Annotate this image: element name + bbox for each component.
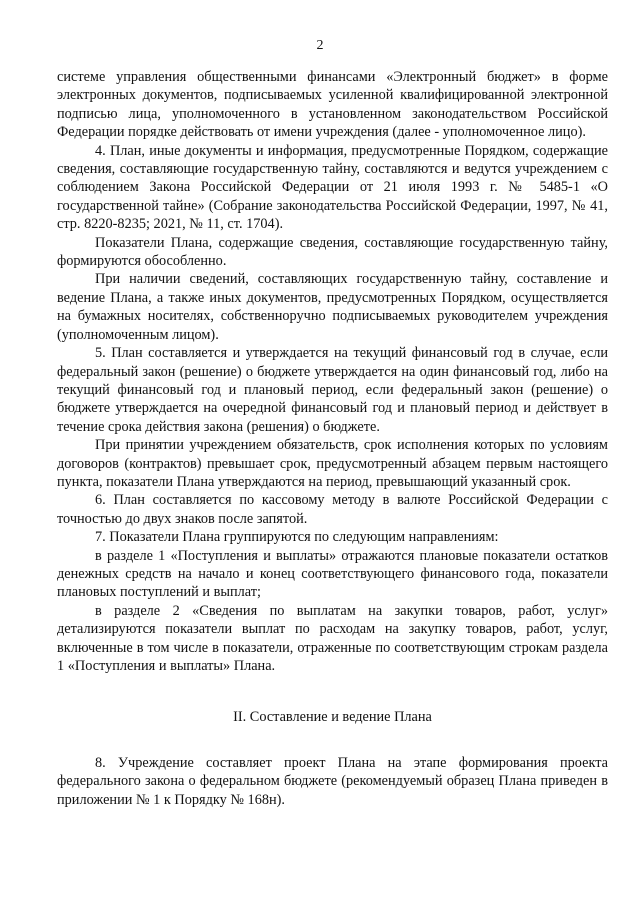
- paragraph-clause-4: 4. План, иные документы и информация, предусмотренные Порядком, содержащие сведения, составляющие государственную тайну, составляются и ведутся учреждением с соблюдением Закона Российской Федерации от 21 июля 1993 г. № 5485-1 «О государственной тайне» (Собрание законодательства Российской Федерации, 1997, № 41, стр. 8220-8235; 2021, № 11, ст. 1704).: [57, 142, 608, 233]
- paragraph: в разделе 1 «Поступления и выплаты» отражаются плановые показатели остатков денежных средств на начало и конец соответствующего финансового года, показатели плановых поступлений и выплат;: [57, 547, 608, 601]
- section-heading: II. Составление и ведение Плана: [233, 709, 432, 726]
- paragraph: При наличии сведений, составляющих государственную тайну, составление и ведение Плана, а также иных документов, предусмотренных Порядком, осуществляется на бумажных носителях, собственноручно подписываемых руководителем учреждения (уполномоченным лицом).: [57, 271, 608, 343]
- paragraph-clause-5: 5. План составляется и утверждается на текущий финансовый год в случае, если федеральный закон (решение) о бюджете утверждается на один финансовый год, либо на текущий финансовый год и плановый период, если федеральный закон (решение) о бюджете утверждается на очередной финансовый год и плановый период и действует в течение срока действия закона (решения) о бюджете.: [57, 345, 608, 435]
- page-number: 2: [316, 38, 324, 53]
- paragraph-clause-8: 8. Учреждение составляет проект Плана на этапе формирования проекта федерального закона о федеральном бюджете (рекомендуемый образец Плана приведен в приложении № 1 к Порядку № 168н).: [57, 754, 608, 808]
- paragraph: Показатели Плана, содержащие сведения, составляющие государственную тайну, формируются обособленно.: [57, 234, 608, 270]
- paragraph: системе управления общественными финансами «Электронный бюджет» в форме электронных документов, подписываемых усиленной квалифицированной электронной подписью лица, уполномоченного в установленном законодательством Российской Федерации порядке действовать от имени учреждения (далее - уполномоченное лицо).: [57, 69, 608, 141]
- paragraph-clause-6: 6. План составляется по кассовому методу в валюте Российской Федерации с точностью до двух знаков после запятой.: [57, 492, 608, 527]
- paragraph-clause-7: 7. Показатели Плана группируются по следующим направлениям:: [95, 529, 499, 546]
- paragraph: в разделе 2 «Сведения по выплатам на закупки товаров, работ, услуг» детализируются показатели выплат по расходам на закупку товаров, работ, услуг, включенные в том числе в показатели, отраженные по соответствующим строкам раздела 1 «Поступления и выплаты» Плана.: [57, 602, 608, 674]
- paragraph: При принятии учреждением обязательств, срок исполнения которых по условиям договоров (контрактов) превышает срок, предусмотренный абзацем первым настоящего пункта, показатели Плана утверждаются на период, превышающий указанный срок.: [57, 437, 608, 490]
- document-body: [57, 68, 608, 809]
